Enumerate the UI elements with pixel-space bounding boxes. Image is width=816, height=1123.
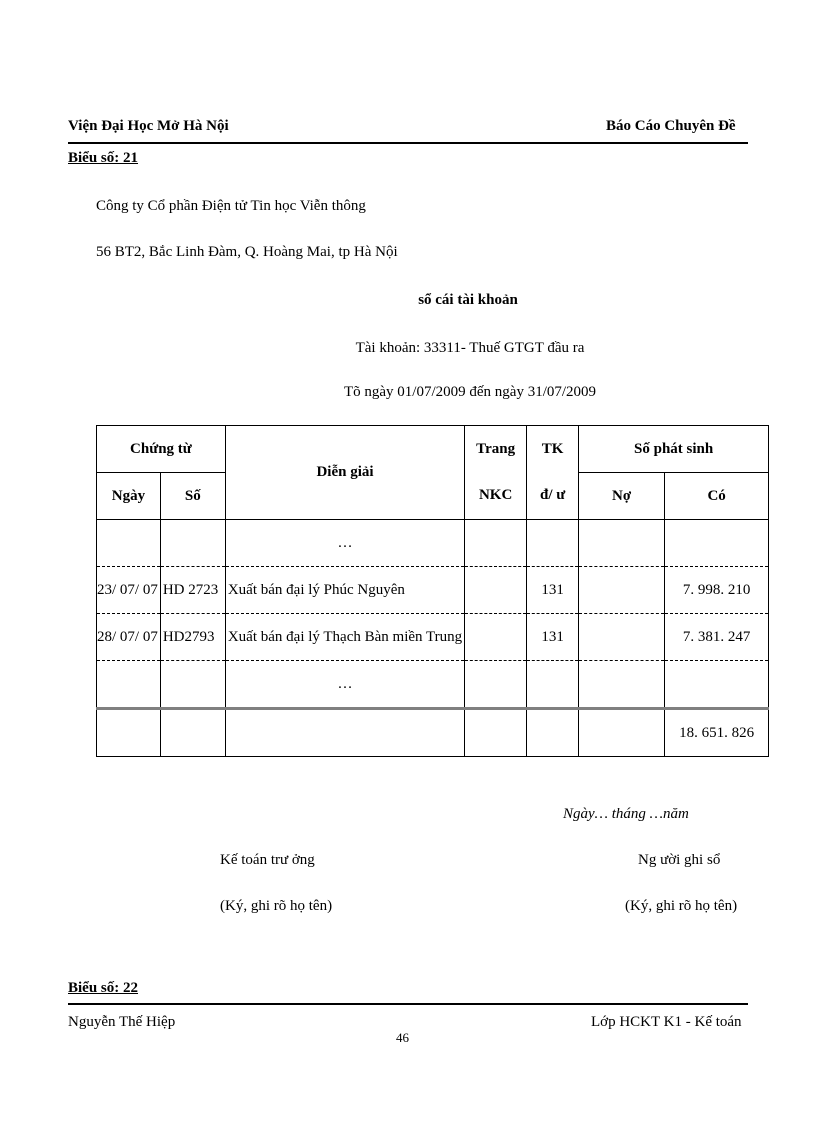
cell-so: HD 2723 [160, 567, 225, 614]
ellipsis-cell: … [225, 520, 464, 567]
header-right: Báo Cáo Chuyên Đề [606, 118, 736, 134]
period-line: Tõ ngày 01/07/2009 đến ngày 31/07/2009 [343, 384, 597, 400]
company-address: 56 BT2, Bắc Linh Đàm, Q. Hoàng Mai, tp Hà Nội [96, 244, 398, 260]
date-line: Ngày… tháng …năm [563, 806, 689, 822]
table-row [97, 614, 769, 661]
footer-rule [68, 1003, 748, 1005]
cell-dien-giai: Xuất bán đại lý Phúc Nguyên [225, 567, 464, 614]
cell-co: 7. 381. 247 [665, 614, 769, 661]
col-ngay: Ngày [97, 473, 161, 520]
col-co: Có [665, 473, 769, 520]
form-label-bottom: Biểu số: 22 [68, 980, 139, 996]
ellipsis-cell: … [225, 661, 464, 709]
col-chung-tu: Chứng từ [97, 426, 226, 473]
header-rule [68, 142, 748, 144]
cell-tk: 131 [527, 614, 579, 661]
chief-accountant-title: Kế toán trư ởng [220, 852, 315, 868]
recorder-title: Ng ười ghi sổ [638, 852, 721, 868]
chief-accountant-note: (Ký, ghi rõ họ tên) [220, 898, 333, 914]
col-tk: TK [527, 426, 579, 473]
col-trang: Trang [465, 426, 527, 473]
company-name: Công ty Cổ phần Điện tử Tin học Viễn thông [96, 198, 366, 214]
col-nkc: NKC [465, 473, 527, 520]
cell-ngay: 23/ 07/ 07 [97, 567, 161, 614]
col-so: Số [160, 473, 225, 520]
col-so-phat-sinh: Số phát sinh [579, 426, 769, 473]
ledger-table [96, 425, 769, 757]
cell-total-co: 18. 651. 826 [665, 709, 769, 757]
recorder-note: (Ký, ghi rõ họ tên) [625, 898, 738, 914]
header-row-1 [97, 426, 769, 473]
ledger-title: sổ cái tài khoản [418, 292, 518, 308]
page-number: 46 [396, 1030, 409, 1045]
footer-class: Lớp HCKT K1 - Kế toán [591, 1014, 742, 1030]
cell-tk: 131 [527, 567, 579, 614]
table-row [97, 567, 769, 614]
table-row [97, 661, 769, 709]
account-line: Tài khoản: 33311- Thuế GTGT đầu ra [355, 340, 585, 356]
col-dien-giai: Diễn giải [225, 426, 464, 520]
cell-so: HD2793 [160, 614, 225, 661]
header-left: Viện Đại Học Mở Hà Nội [68, 118, 229, 134]
table-row [97, 520, 769, 567]
total-row [97, 709, 769, 757]
cell-co: 7. 998. 210 [665, 567, 769, 614]
col-no: Nợ [579, 473, 665, 520]
cell-ngay: 28/ 07/ 07 [97, 614, 161, 661]
form-label-top: Biểu số: 21 [68, 150, 139, 166]
cell-dien-giai: Xuất bán đại lý Thạch Bàn miền Trung [225, 614, 464, 661]
footer-author: Nguyễn Thế Hiệp [68, 1014, 176, 1030]
col-du: đ/ ư [527, 473, 579, 520]
